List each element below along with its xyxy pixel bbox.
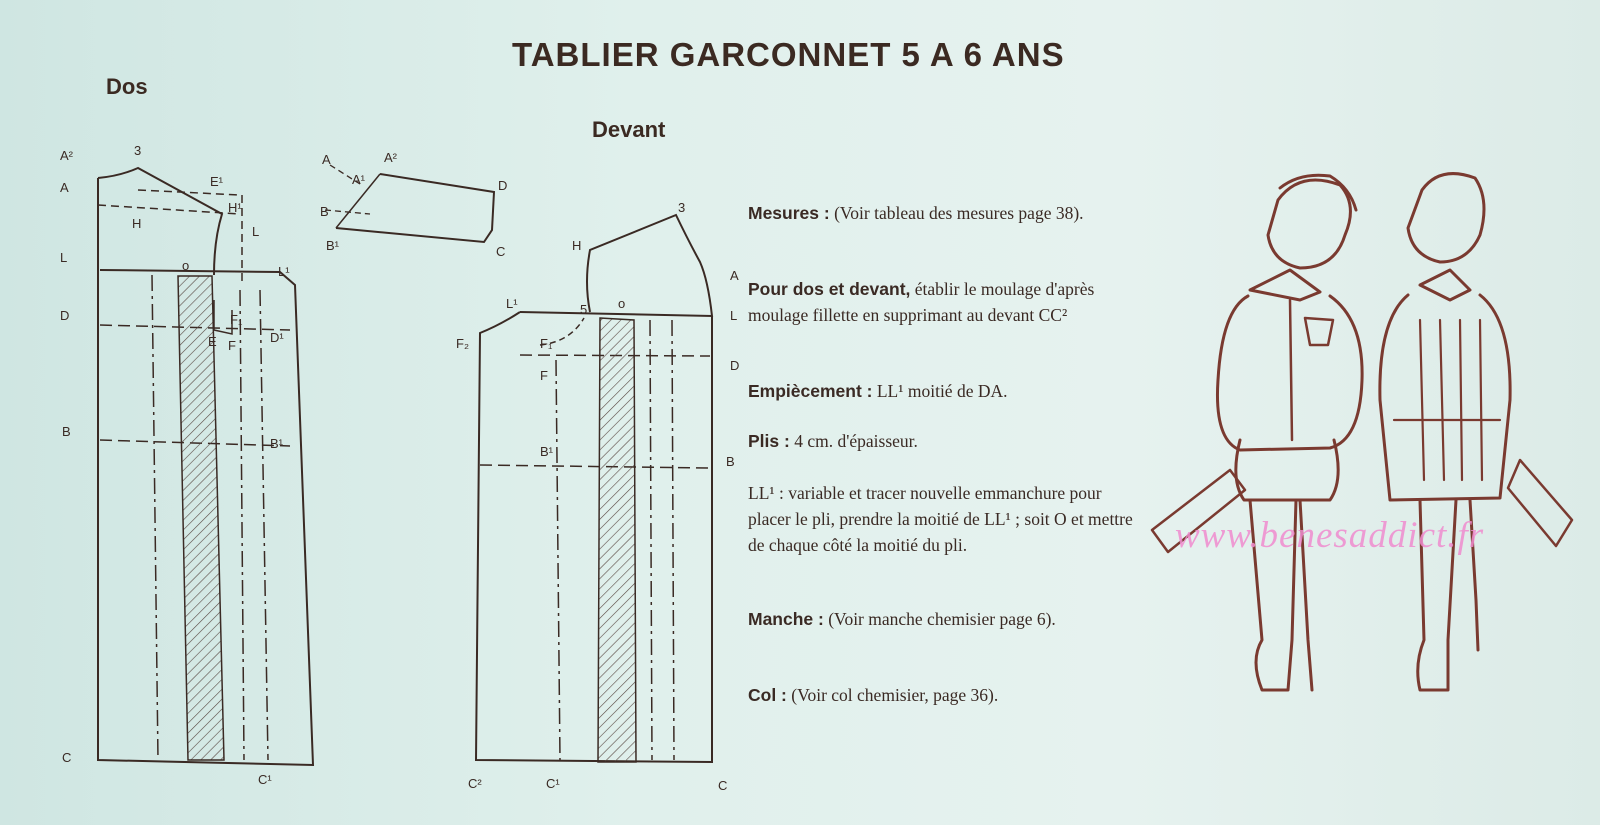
dos-label-a: A bbox=[60, 180, 69, 195]
dos-label-c1: C¹ bbox=[258, 772, 272, 787]
devant-label-c2: C² bbox=[468, 776, 482, 791]
devant-label-5: 5 bbox=[580, 302, 588, 317]
empiecement-text: LL¹ moitié de DA. bbox=[876, 381, 1008, 401]
ll-text: LL¹ : variable et tracer nouvelle emmanchure pour placer le pli, prendre la moitié de LL¹ ; soit O et mettre de chaque côté la moitié du pli. bbox=[748, 483, 1133, 555]
dos-labels bbox=[60, 143, 290, 787]
yoke-label-b1: B¹ bbox=[326, 238, 339, 253]
children-illustration bbox=[1152, 174, 1572, 690]
devant-pleat-hatch bbox=[598, 318, 636, 762]
dos-label-b1: B¹ bbox=[270, 436, 283, 451]
yoke-label-a2: A² bbox=[384, 150, 397, 165]
text-plis bbox=[748, 428, 1144, 454]
dos-label-3: 3 bbox=[134, 143, 142, 158]
dos-label-l1: L¹ bbox=[278, 264, 290, 279]
col-label: Col : bbox=[748, 685, 787, 705]
devant-label-3: 3 bbox=[678, 200, 686, 215]
manche-text: (Voir manche chemisier page 6). bbox=[828, 609, 1056, 629]
devant-label-a: A bbox=[730, 268, 739, 283]
text-mesures bbox=[748, 200, 1144, 226]
text-ll bbox=[748, 480, 1144, 558]
dos-label-e1: E¹ bbox=[210, 174, 223, 189]
dos-label-b: B bbox=[62, 424, 71, 439]
empiecement-label: Empiècement : bbox=[748, 381, 873, 401]
text-col bbox=[748, 682, 1144, 708]
watermark: www.benesaddict.fr bbox=[1175, 515, 1485, 556]
devant-label-c1: C¹ bbox=[546, 776, 560, 791]
dos-label-f1: F₁ bbox=[230, 312, 243, 327]
heading-dos: Dos bbox=[106, 74, 148, 99]
dos-label-f: F bbox=[228, 338, 236, 353]
yoke-pattern bbox=[325, 165, 494, 242]
text-empiecement bbox=[748, 378, 1144, 404]
yoke-label-b: B bbox=[320, 204, 329, 219]
devant-label-f2: F₂ bbox=[456, 336, 469, 351]
dos-label-l: L bbox=[60, 250, 68, 265]
mesures-label: Mesures : bbox=[748, 203, 830, 223]
mesures-text: (Voir tableau des mesures page 38). bbox=[834, 203, 1084, 223]
devant-label-l1: L¹ bbox=[506, 296, 518, 311]
dos-label-d1: D¹ bbox=[270, 330, 284, 345]
devant-label-f: F bbox=[540, 368, 548, 383]
text-pour bbox=[748, 276, 1144, 328]
devant-label-c: C bbox=[718, 778, 728, 793]
devant-label-b: B bbox=[726, 454, 735, 469]
dos-label-h1: H¹ bbox=[228, 200, 242, 215]
yoke-label-c: C bbox=[496, 244, 506, 259]
dos-label-d: D bbox=[60, 308, 70, 323]
dos-label-l-inner: L bbox=[252, 224, 260, 239]
manche-label: Manche : bbox=[748, 609, 824, 629]
text-manche bbox=[748, 606, 1144, 632]
dos-label-o: o bbox=[182, 258, 190, 273]
devant-label-d: D bbox=[730, 358, 740, 373]
dos-label-h: H bbox=[132, 216, 142, 231]
pour-text: établir le moulage d'après moulage fillette en supprimant au devant CC² bbox=[748, 279, 1095, 325]
devant-label-b1: B¹ bbox=[540, 444, 553, 459]
devant-label-o: o bbox=[618, 296, 626, 311]
devant-label-h: H bbox=[572, 238, 582, 253]
dos-label-a2: A² bbox=[60, 148, 73, 163]
yoke-label-a1: A¹ bbox=[352, 172, 365, 187]
plis-text: 4 cm. d'épaisseur. bbox=[794, 431, 918, 451]
devant-label-f1: F₁ bbox=[540, 336, 553, 351]
plis-label: Plis : bbox=[748, 431, 790, 451]
dos-label-c: C bbox=[62, 750, 72, 765]
yoke-label-a: A bbox=[322, 152, 331, 167]
dos-pleat-hatch bbox=[178, 276, 224, 760]
col-text: (Voir col chemisier, page 36). bbox=[791, 685, 999, 705]
yoke-labels bbox=[320, 150, 507, 259]
heading-devant: Devant bbox=[592, 117, 666, 142]
yoke-label-d: D bbox=[498, 178, 508, 193]
dos-label-e: E bbox=[208, 334, 217, 349]
pour-label: Pour dos et devant, bbox=[748, 279, 911, 299]
page-title: TABLIER GARCONNET 5 A 6 ANS bbox=[512, 36, 1065, 73]
devant-label-l: L bbox=[730, 308, 738, 323]
